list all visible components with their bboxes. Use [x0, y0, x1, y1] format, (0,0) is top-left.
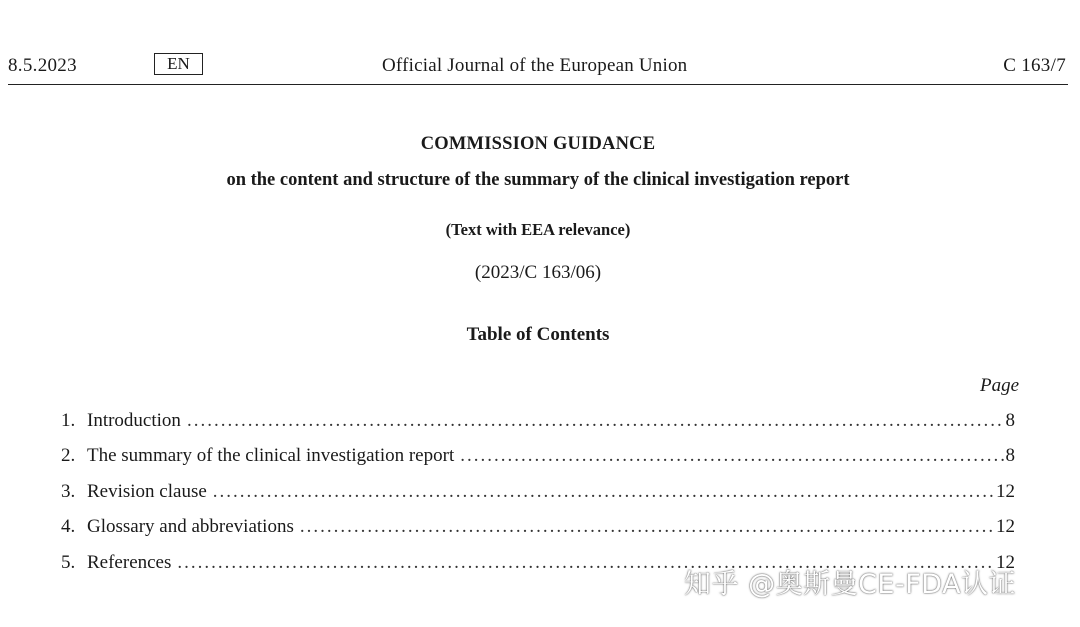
toc-item-number: 5. — [61, 552, 76, 573]
toc-item-label: The summary of the clinical investigation report — [87, 445, 455, 466]
toc-heading: Table of Contents — [466, 324, 610, 345]
toc-item-page: 12 — [996, 516, 1015, 537]
toc-item-revision-clause[interactable] — [61, 481, 1015, 507]
toc-item-introduction[interactable] — [61, 410, 1015, 436]
eea-relevance-note: (Text with EEA relevance) — [445, 220, 631, 239]
toc-dot-leader — [300, 516, 994, 538]
toc-item-label: Glossary and abbreviations — [87, 516, 294, 537]
page-reference: C 163/7 — [1003, 55, 1066, 76]
toc-item-label: References — [87, 552, 172, 573]
toc-item-page: 8 — [1005, 445, 1015, 466]
watermark: 知乎 @奥斯曼CE-FDA认证 — [684, 569, 1017, 600]
language-badge: EN — [154, 53, 203, 75]
document-subtitle: on the content and structure of the summary of the clinical investigation report — [226, 170, 850, 190]
toc-item-summary[interactable] — [61, 445, 1015, 471]
toc-item-number: 3. — [61, 481, 76, 502]
toc-item-label: Revision clause — [87, 481, 207, 502]
toc-item-number: 4. — [61, 516, 76, 537]
toc-item-number: 1. — [61, 410, 76, 431]
toc-item-label: Introduction — [87, 410, 181, 431]
toc-item-page: 12 — [996, 481, 1015, 502]
toc-dot-leader — [460, 445, 1003, 467]
toc-item-page: 8 — [1005, 410, 1015, 431]
publication-date: 8.5.2023 — [8, 55, 77, 76]
document-reference: (2023/C 163/06) — [474, 262, 602, 283]
toc-page-column-label: Page — [980, 375, 1020, 396]
journal-header — [8, 52, 1068, 85]
document-title: COMMISSION GUIDANCE — [420, 134, 656, 154]
toc-dot-leader — [187, 410, 1004, 432]
toc-dot-leader — [213, 481, 994, 503]
toc-item-glossary[interactable] — [61, 516, 1015, 542]
journal-title: Official Journal of the European Union — [382, 55, 688, 76]
toc-item-number: 2. — [61, 445, 76, 466]
toc-item-page: 12 — [996, 552, 1015, 573]
